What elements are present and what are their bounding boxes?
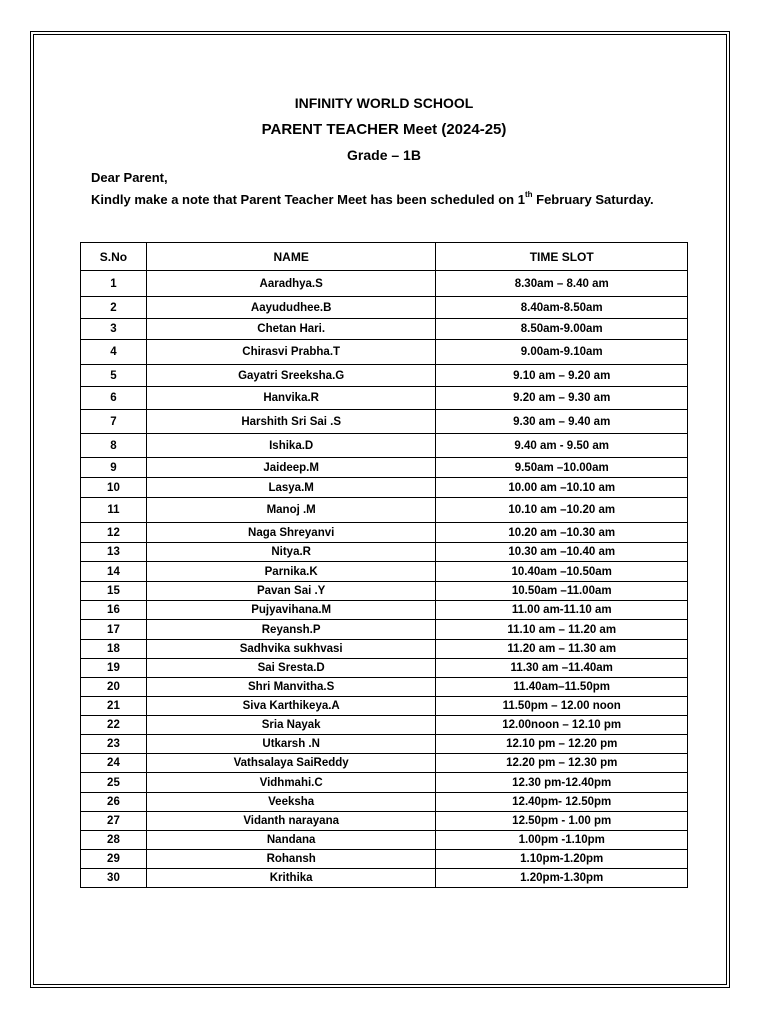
table-row xyxy=(81,582,688,601)
cell-name: Gayatri Sreeksha.G xyxy=(146,365,436,387)
cell-time-slot: 12.00noon – 12.10 pm xyxy=(436,716,688,735)
cell-time-slot: 11.40am–11.50pm xyxy=(436,678,688,697)
cell-time-slot: 11.20 am – 11.30 am xyxy=(436,640,688,659)
table-row xyxy=(81,773,688,793)
column-header-name: NAME xyxy=(146,243,436,271)
cell-time-slot: 1.00pm -1.10pm xyxy=(436,831,688,850)
cell-time-slot: 10.50am –11.00am xyxy=(436,582,688,601)
cell-name: Vidhmahi.C xyxy=(146,773,436,793)
table-row xyxy=(81,319,688,340)
table-header-row xyxy=(81,243,688,271)
cell-sno: 27 xyxy=(81,812,147,831)
table-row xyxy=(81,869,688,888)
cell-sno: 14 xyxy=(81,562,147,582)
cell-sno: 6 xyxy=(81,387,147,410)
cell-sno: 17 xyxy=(81,620,147,640)
cell-sno: 8 xyxy=(81,434,147,458)
table-row xyxy=(81,340,688,365)
cell-name: Manoj .M xyxy=(146,498,436,523)
cell-name: Pujyavihana.M xyxy=(146,601,436,620)
table-row xyxy=(81,297,688,319)
table-row xyxy=(81,659,688,678)
cell-time-slot: 10.30 am –10.40 am xyxy=(436,543,688,562)
cell-sno: 25 xyxy=(81,773,147,793)
cell-name: Nitya.R xyxy=(146,543,436,562)
cell-name: Veeksha xyxy=(146,793,436,812)
cell-time-slot: 9.50am –10.00am xyxy=(436,458,688,478)
cell-name: Ishika.D xyxy=(146,434,436,458)
cell-sno: 18 xyxy=(81,640,147,659)
cell-sno: 13 xyxy=(81,543,147,562)
event-title: PARENT TEACHER Meet (2024-25) xyxy=(261,121,507,138)
cell-time-slot: 9.30 am – 9.40 am xyxy=(436,410,688,434)
cell-sno: 20 xyxy=(81,678,147,697)
table-row xyxy=(81,562,688,582)
table-row xyxy=(81,271,688,297)
cell-time-slot: 12.10 pm – 12.20 pm xyxy=(436,735,688,754)
table-row xyxy=(81,793,688,812)
cell-name: Vathsalaya SaiReddy xyxy=(146,754,436,773)
notice-text-main: Kindly make a note that Parent Teacher Meet has been scheduled on 1 xyxy=(91,192,525,207)
table-row xyxy=(81,735,688,754)
cell-time-slot: 9.40 am - 9.50 am xyxy=(436,434,688,458)
cell-time-slot: 12.50pm - 1.00 pm xyxy=(436,812,688,831)
cell-name: Naga Shreyanvi xyxy=(146,523,436,543)
cell-name: Nandana xyxy=(146,831,436,850)
cell-sno: 4 xyxy=(81,340,147,365)
notice-superscript: th xyxy=(524,189,533,199)
cell-name: Utkarsh .N xyxy=(146,735,436,754)
cell-name: Aaradhya.S xyxy=(146,271,436,297)
cell-name: Chirasvi Prabha.T xyxy=(146,340,436,365)
cell-name: Pavan Sai .Y xyxy=(146,582,436,601)
cell-sno: 9 xyxy=(81,458,147,478)
cell-name: Chetan Hari. xyxy=(146,319,436,340)
table-row xyxy=(81,478,688,498)
salutation: Dear Parent, xyxy=(91,170,168,185)
cell-name: Parnika.K xyxy=(146,562,436,582)
cell-time-slot: 11.00 am-11.10 am xyxy=(436,601,688,620)
table-row xyxy=(81,365,688,387)
cell-time-slot: 10.00 am –10.10 am xyxy=(436,478,688,498)
column-header-sno: S.No xyxy=(81,243,147,271)
cell-sno: 11 xyxy=(81,498,147,523)
notice-text-end: February Saturday. xyxy=(532,192,654,207)
cell-sno: 29 xyxy=(81,850,147,869)
cell-name: Sai Sresta.D xyxy=(146,659,436,678)
cell-name: Harshith Sri Sai .S xyxy=(146,410,436,434)
cell-time-slot: 12.40pm- 12.50pm xyxy=(436,793,688,812)
table-row xyxy=(81,620,688,640)
table-row xyxy=(81,458,688,478)
cell-sno: 22 xyxy=(81,716,147,735)
cell-time-slot: 11.10 am – 11.20 am xyxy=(436,620,688,640)
cell-sno: 2 xyxy=(81,297,147,319)
cell-time-slot: 8.30am – 8.40 am xyxy=(436,271,688,297)
schedule-table xyxy=(80,242,688,888)
cell-name: Krithika xyxy=(146,869,436,888)
cell-sno: 7 xyxy=(81,410,147,434)
table-row xyxy=(81,754,688,773)
table-row xyxy=(81,434,688,458)
cell-time-slot: 1.10pm-1.20pm xyxy=(436,850,688,869)
cell-name: Sadhvika sukhvasi xyxy=(146,640,436,659)
table-row xyxy=(81,523,688,543)
cell-sno: 30 xyxy=(81,869,147,888)
cell-sno: 12 xyxy=(81,523,147,543)
cell-name: Hanvika.R xyxy=(146,387,436,410)
cell-sno: 15 xyxy=(81,582,147,601)
cell-name: Lasya.M xyxy=(146,478,436,498)
table-row xyxy=(81,498,688,523)
cell-time-slot: 8.40am-8.50am xyxy=(436,297,688,319)
cell-sno: 5 xyxy=(81,365,147,387)
cell-sno: 21 xyxy=(81,697,147,716)
cell-name: Vidanth narayana xyxy=(146,812,436,831)
cell-time-slot: 10.10 am –10.20 am xyxy=(436,498,688,523)
table-row xyxy=(81,543,688,562)
cell-time-slot: 8.50am-9.00am xyxy=(436,319,688,340)
cell-time-slot: 10.20 am –10.30 am xyxy=(436,523,688,543)
cell-time-slot: 11.30 am –11.40am xyxy=(436,659,688,678)
cell-sno: 3 xyxy=(81,319,147,340)
table-row xyxy=(81,678,688,697)
cell-time-slot: 9.10 am – 9.20 am xyxy=(436,365,688,387)
column-header-time-slot: TIME SLOT xyxy=(436,243,688,271)
cell-sno: 23 xyxy=(81,735,147,754)
cell-sno: 10 xyxy=(81,478,147,498)
cell-sno: 26 xyxy=(81,793,147,812)
cell-name: Reyansh.P xyxy=(146,620,436,640)
table-row xyxy=(81,387,688,410)
cell-sno: 19 xyxy=(81,659,147,678)
cell-sno: 1 xyxy=(81,271,147,297)
notice-text xyxy=(91,189,654,207)
cell-name: Jaideep.M xyxy=(146,458,436,478)
table-row xyxy=(81,716,688,735)
table-row xyxy=(81,601,688,620)
school-name: INFINITY WORLD SCHOOL xyxy=(294,95,474,111)
cell-time-slot: 9.20 am – 9.30 am xyxy=(436,387,688,410)
cell-sno: 24 xyxy=(81,754,147,773)
table-row xyxy=(81,850,688,869)
table-row xyxy=(81,697,688,716)
cell-name: Siva Karthikeya.A xyxy=(146,697,436,716)
cell-time-slot: 9.00am-9.10am xyxy=(436,340,688,365)
cell-sno: 28 xyxy=(81,831,147,850)
cell-name: Sria Nayak xyxy=(146,716,436,735)
table-row xyxy=(81,812,688,831)
grade-title: Grade – 1B xyxy=(347,147,421,163)
cell-time-slot: 12.20 pm – 12.30 pm xyxy=(436,754,688,773)
cell-time-slot: 1.20pm-1.30pm xyxy=(436,869,688,888)
cell-time-slot: 11.50pm – 12.00 noon xyxy=(436,697,688,716)
table-row xyxy=(81,640,688,659)
schedule-body xyxy=(81,271,688,888)
cell-name: Aayududhee.B xyxy=(146,297,436,319)
cell-time-slot: 10.40am –10.50am xyxy=(436,562,688,582)
table-row xyxy=(81,831,688,850)
cell-sno: 16 xyxy=(81,601,147,620)
cell-time-slot: 12.30 pm-12.40pm xyxy=(436,773,688,793)
cell-name: Shri Manvitha.S xyxy=(146,678,436,697)
table-row xyxy=(81,410,688,434)
cell-name: Rohansh xyxy=(146,850,436,869)
